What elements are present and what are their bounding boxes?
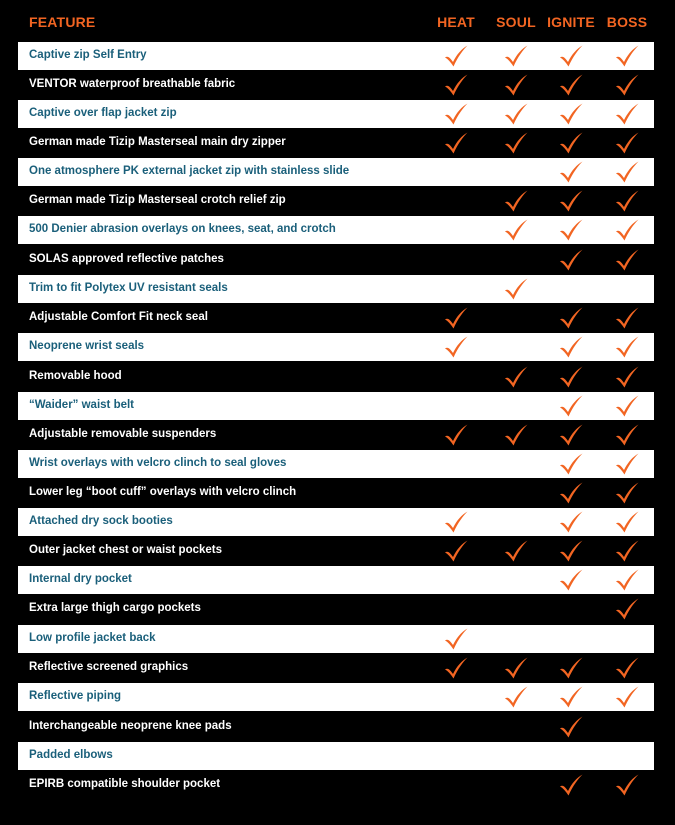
check-icon [558,394,584,418]
check-icon [614,218,640,242]
check-icon [614,248,640,272]
table-row [18,713,654,741]
check-icon [443,656,469,680]
check-icon [614,131,640,155]
table-row [18,625,654,653]
check-icon [558,189,584,213]
check-icon [614,656,640,680]
table-header [0,0,675,42]
check-icon [614,335,640,359]
check-icon [503,365,529,389]
feature-label: Wrist overlays with velcro clinch to seal gloves [29,457,287,469]
feature-label: Attached dry sock booties [29,515,173,527]
feature-label: Reflective screened graphics [29,661,189,673]
table-row [18,683,654,711]
feature-label: Neoprene wrist seals [29,340,145,352]
check-icon [558,102,584,126]
check-icon [558,131,584,155]
check-icon [614,539,640,563]
table-row [18,304,654,332]
check-icon [503,102,529,126]
check-icon [558,715,584,739]
check-icon [558,568,584,592]
table-row [18,275,654,303]
feature-label: Low profile jacket back [29,632,156,644]
table-row [18,42,654,70]
feature-label: Extra large thigh cargo pockets [29,602,201,614]
feature-label: Trim to fit Polytex UV resistant seals [29,282,228,294]
feature-label: Captive over flap jacket zip [29,107,177,119]
feature-label: Interchangeable neoprene knee pads [29,720,232,732]
check-icon [558,306,584,330]
check-icon [443,44,469,68]
header-heat: HEAT [437,14,475,30]
check-icon [443,306,469,330]
check-icon [443,539,469,563]
check-icon [558,539,584,563]
check-icon [614,423,640,447]
check-icon [558,160,584,184]
check-icon [614,160,640,184]
check-icon [614,452,640,476]
feature-label: VENTOR waterproof breathable fabric [29,78,236,90]
table-row [18,129,654,157]
check-icon [503,44,529,68]
table-row [18,566,654,594]
check-icon [503,277,529,301]
header-feature: FEATURE [29,14,96,30]
header-soul: SOUL [496,14,536,30]
feature-label: Outer jacket chest or waist pockets [29,544,223,556]
header-ignite: IGNITE [547,14,595,30]
check-icon [614,597,640,621]
check-icon [614,73,640,97]
feature-label: Padded elbows [29,749,113,761]
check-icon [503,218,529,242]
check-icon [614,102,640,126]
check-icon [443,131,469,155]
feature-label: Removable hood [29,370,122,382]
check-icon [558,510,584,534]
check-icon [558,44,584,68]
table-row [18,479,654,507]
check-icon [614,568,640,592]
check-icon [443,73,469,97]
table-row [18,216,654,244]
table-row [18,187,654,215]
check-icon [503,131,529,155]
check-icon [558,218,584,242]
check-icon [614,365,640,389]
check-icon [503,539,529,563]
feature-label: German made Tizip Masterseal crotch relief zip [29,194,286,206]
check-icon [614,510,640,534]
check-icon [558,73,584,97]
feature-label: Reflective piping [29,690,122,702]
feature-label: Adjustable removable suspenders [29,428,217,440]
check-icon [614,481,640,505]
check-icon [443,423,469,447]
table-row [18,537,654,565]
check-icon [503,189,529,213]
table-row [18,742,654,770]
check-icon [614,189,640,213]
table-row [18,71,654,99]
check-icon [558,335,584,359]
feature-label: German made Tizip Masterseal main dry zipper [29,136,286,148]
feature-label: One atmosphere PK external jacket zip with stainless slide [29,165,350,177]
check-icon [443,102,469,126]
table-row [18,771,654,799]
feature-label: SOLAS approved reflective patches [29,253,224,265]
check-icon [558,773,584,797]
check-icon [558,685,584,709]
check-icon [558,423,584,447]
check-icon [614,685,640,709]
table-row [18,595,654,623]
check-icon [558,248,584,272]
feature-label: “Waider” waist belt [29,399,135,411]
header-boss: BOSS [606,14,648,30]
table-row [18,333,654,361]
table-row [18,450,654,478]
check-icon [503,656,529,680]
table-row [18,508,654,536]
check-icon [558,452,584,476]
feature-label: Internal dry pocket [29,573,132,585]
check-icon [558,365,584,389]
feature-label: EPIRB compatible shoulder pocket [29,778,221,790]
check-icon [614,773,640,797]
table-row [18,246,654,274]
check-icon [558,481,584,505]
check-icon [614,44,640,68]
check-icon [558,656,584,680]
feature-label: Adjustable Comfort Fit neck seal [29,311,208,323]
feature-label: Lower leg “boot cuff” overlays with velcro clinch [29,486,297,498]
check-icon [503,423,529,447]
feature-label: 500 Denier abrasion overlays on knees, seat, and crotch [29,223,336,235]
check-icon [503,73,529,97]
table-row [18,363,654,391]
table-row [18,654,654,682]
table-row [18,158,654,186]
table-row [18,421,654,449]
table-row [18,100,654,128]
check-icon [614,394,640,418]
check-icon [443,335,469,359]
table-row [18,392,654,420]
check-icon [443,627,469,651]
check-icon [503,685,529,709]
check-icon [443,510,469,534]
check-icon [614,306,640,330]
feature-label: Captive zip Self Entry [29,49,147,61]
